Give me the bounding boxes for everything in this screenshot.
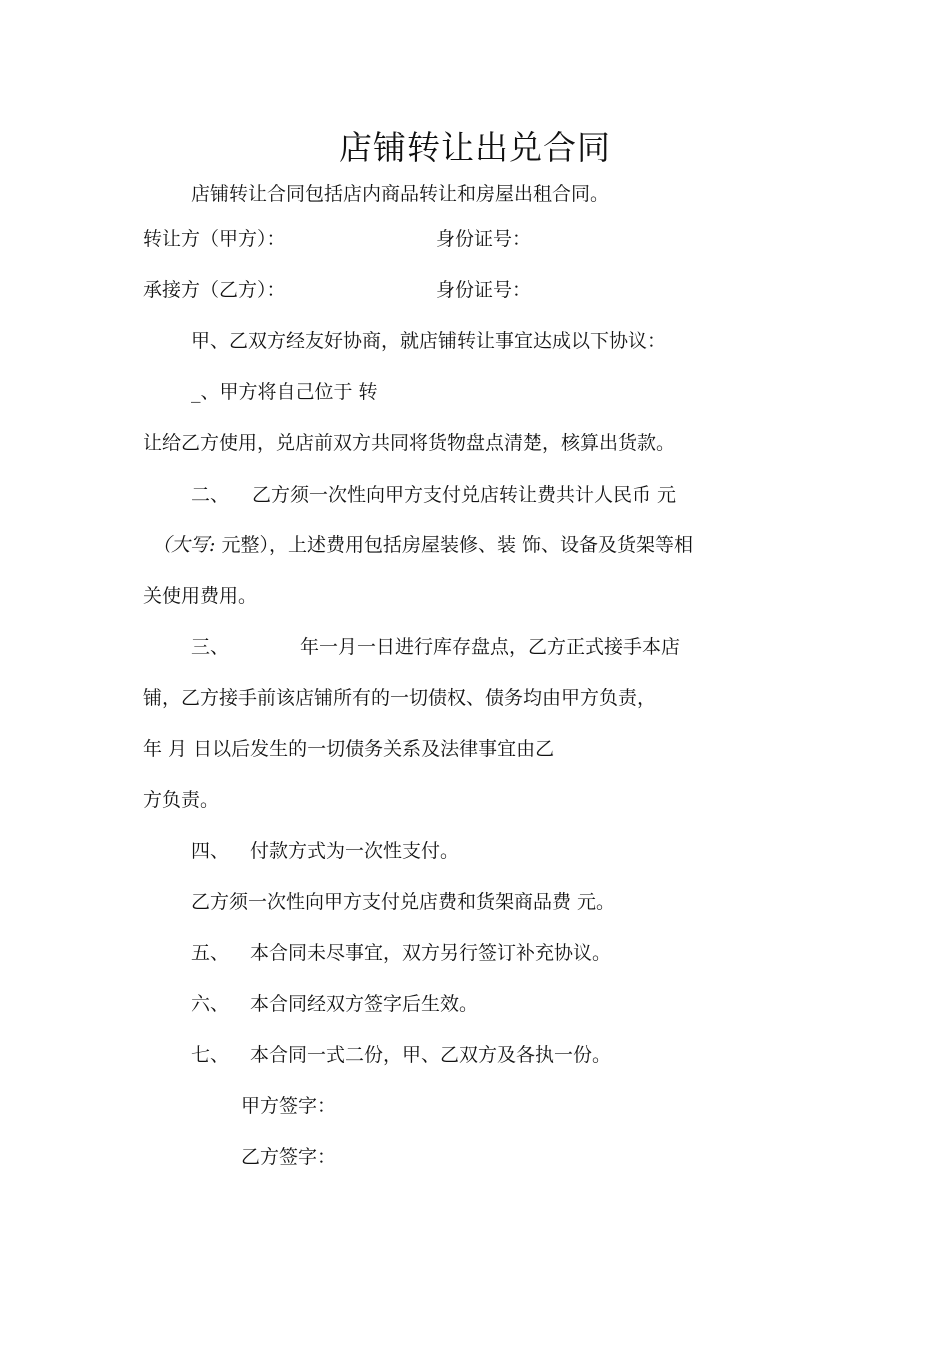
clause-7-number: 七、 [191, 1044, 230, 1066]
clause-4-text: 付款方式为一次性支付。 [250, 840, 460, 862]
clause-7-text: 本合同一式二份，甲、乙双方及各执一份。 [250, 1044, 612, 1066]
clause-5-number: 五、 [191, 942, 230, 964]
clause-2-number: 二、 [191, 484, 230, 506]
clause-2-line-2 [152, 533, 693, 557]
clause-1-line-2: 让给乙方使用，兑店前双方共同将货物盘点清楚，核算出货款。 [143, 432, 676, 454]
party-a-id-label: 身份证号： [436, 228, 532, 250]
clause-2-line-1: 乙方须一次性向甲方支付兑店转让费共计人民币 元 [252, 484, 677, 506]
clause-6-number: 六、 [191, 993, 230, 1015]
clause-3-number: 三、 [191, 636, 230, 658]
signature-party-b: 乙方签字： [241, 1146, 337, 1168]
party-b-id-label: 身份证号： [436, 279, 532, 301]
clause-5-text: 本合同未尽事宜，双方另行签订补充协议。 [250, 942, 612, 964]
clause-3-line-2: 铺，乙方接手前该店铺所有的一切债权、债务均由甲方负责， [143, 687, 657, 709]
intro-paragraph: 店铺转让合同包括店内商品转让和房屋出租合同。 [191, 183, 610, 205]
clause-1-line-1: _、甲方将自己位于 转 [191, 381, 378, 403]
clause-2-line-2-rest: 元整），上述费用包括房屋装修、装 饰、设备及货架等相 [215, 534, 693, 556]
clause-6-text: 本合同经双方签字后生效。 [250, 993, 479, 1015]
signature-party-a: 甲方签字： [241, 1095, 337, 1117]
clause-2-italic-part: （大写: [152, 534, 216, 556]
clause-3-line-3: 年 月 日以后发生的一切债务关系及法律事宜由乙 [143, 738, 555, 760]
clause-4-sub: 乙方须一次性向甲方支付兑店费和货架商品费 元。 [191, 891, 616, 913]
party-b-label: 承接方（乙方）： [143, 279, 286, 301]
preamble: 甲、乙双方经友好协商，就店铺转让事宜达成以下协议： [191, 330, 667, 352]
document-title: 店铺转让出兑合同 [339, 128, 611, 167]
clause-3-line-4: 方负责。 [143, 789, 220, 811]
clause-4-number: 四、 [191, 840, 230, 862]
clause-3-line-1: 年一月一日进行库存盘点，乙方正式接手本店 [300, 636, 681, 658]
party-a-label: 转让方（甲方）： [143, 228, 286, 250]
clause-2-line-3: 关使用费用。 [143, 585, 258, 607]
